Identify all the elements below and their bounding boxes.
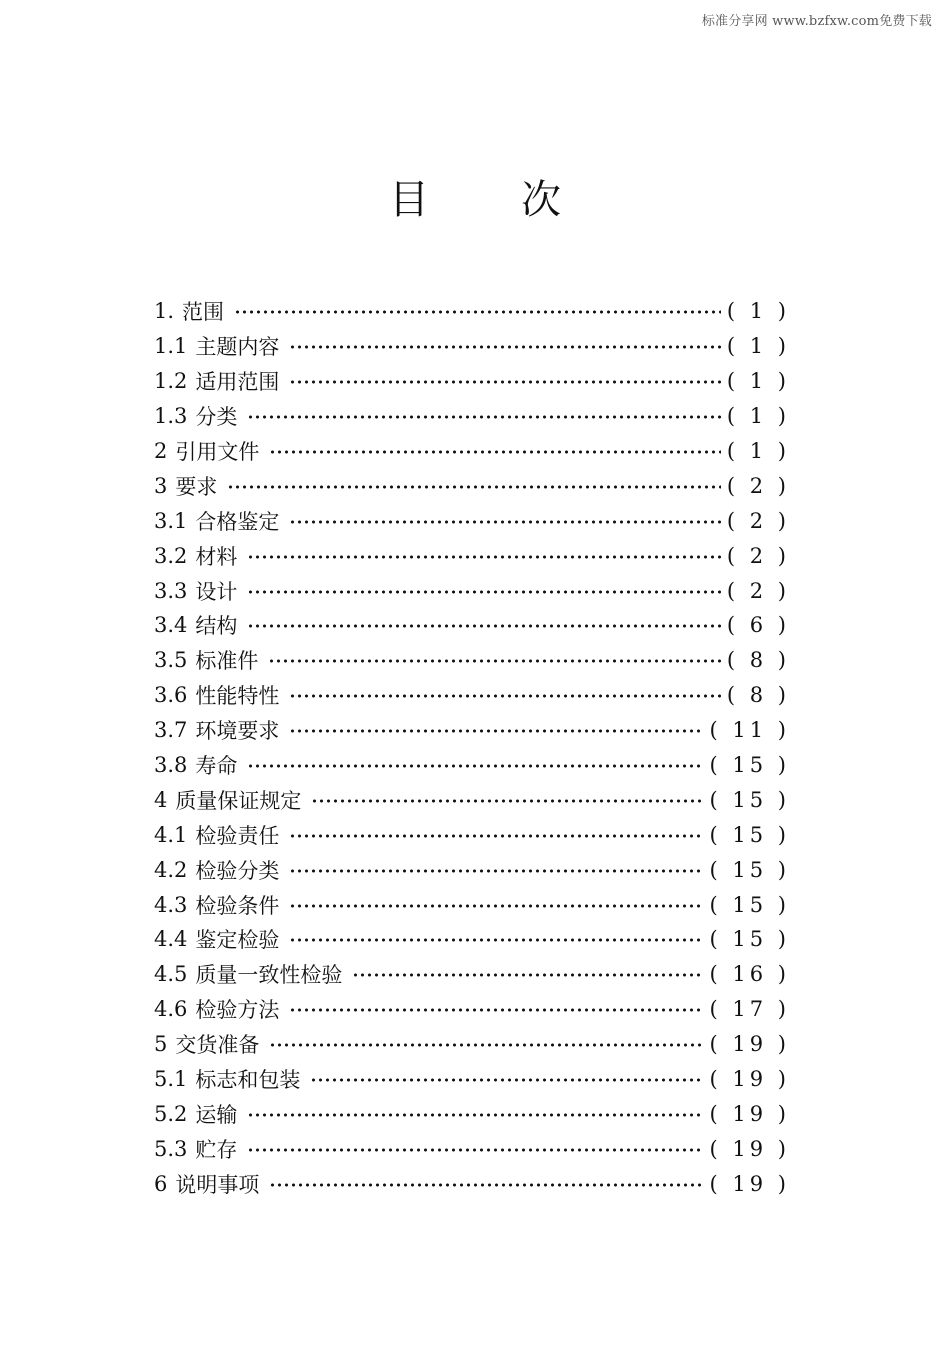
toc-entry [154, 608, 790, 643]
toc-entry [154, 294, 790, 329]
toc-entry-number: 4 [154, 787, 168, 812]
toc-entry-page: ( 19 ) [709, 1171, 790, 1196]
toc-entry-number: 3.1 [154, 508, 188, 533]
toc-dot-leader [289, 1008, 703, 1012]
toc-dot-leader [247, 624, 720, 628]
toc-dot-leader [268, 659, 720, 663]
toc-entry-title: 标准件 [195, 649, 259, 674]
toc-entry-page: ( 1 ) [726, 369, 790, 394]
toc-dot-leader [269, 1183, 703, 1187]
toc-entry-page: ( 6 ) [726, 613, 790, 638]
toc-entry-page: ( 2 ) [726, 473, 790, 498]
toc-entry-title: 标志和包装 [195, 1068, 301, 1093]
toc-dot-leader [289, 345, 720, 349]
toc-entry-page: ( 15 ) [709, 857, 790, 882]
toc-entry-number: 4.5 [154, 962, 188, 987]
toc-dot-leader [352, 973, 703, 977]
toc-entry-number: 1.1 [154, 334, 188, 359]
toc-entry [154, 852, 790, 887]
title-char-1: 目 [389, 177, 429, 223]
toc-entry-page: ( 8 ) [726, 683, 790, 708]
toc-entry-number: 4.6 [154, 997, 188, 1022]
toc-entry [154, 1131, 790, 1166]
toc-dot-leader [289, 938, 703, 942]
toc-dot-leader [289, 520, 720, 524]
toc-entry [154, 782, 790, 817]
toc-entry-page: ( 2 ) [726, 543, 790, 568]
toc-entry-page: ( 15 ) [709, 927, 790, 952]
toc-dot-leader [227, 485, 721, 489]
toc-entry [154, 468, 790, 503]
toc-dot-leader [311, 799, 703, 803]
toc-entry [154, 922, 790, 957]
toc-entry-title: 分类 [195, 405, 238, 430]
toc-entry-number: 4.3 [154, 892, 188, 917]
toc-entry-title: 合格鉴定 [195, 509, 280, 534]
toc-entry-number: 5.3 [154, 1136, 188, 1161]
toc-entry-number: 3.3 [154, 578, 188, 603]
table-of-contents [154, 294, 790, 1201]
toc-entry-page: ( 11 ) [709, 718, 790, 743]
toc-entry [154, 538, 790, 573]
toc-entry-number: 4.1 [154, 822, 188, 847]
toc-dot-leader [289, 869, 703, 873]
toc-dot-leader [247, 415, 720, 419]
toc-entry-title: 材料 [195, 544, 238, 569]
watermark-text: 标准分享网 www.bzfxw.com免费下载 [701, 14, 932, 29]
toc-entry-title: 引用文件 [175, 440, 260, 464]
toc-entry-page: ( 1 ) [726, 404, 790, 429]
toc-dot-leader [247, 555, 720, 559]
toc-entry-number: 6 [154, 1171, 168, 1196]
toc-entry [154, 643, 790, 678]
toc-entry-page: ( 19 ) [709, 1101, 790, 1126]
toc-dot-leader [269, 1043, 703, 1047]
toc-entry [154, 957, 790, 992]
toc-entry [154, 887, 790, 922]
toc-entry-number: 3.5 [154, 648, 188, 673]
toc-dot-leader [247, 1148, 703, 1152]
toc-entry-title: 交货准备 [175, 1033, 260, 1058]
toc-entry [154, 503, 790, 538]
toc-entry-number: 4.4 [154, 927, 188, 952]
toc-entry-number: 4.2 [154, 857, 188, 882]
toc-entry-title: 寿命 [195, 754, 238, 779]
toc-entry [154, 713, 790, 748]
toc-entry-title: 检验条件 [195, 893, 280, 918]
toc-entry-title: 贮存 [195, 1137, 238, 1162]
toc-entry-title: 要求 [175, 474, 218, 499]
toc-dot-leader [310, 1078, 703, 1082]
toc-entry-page: ( 19 ) [709, 1136, 790, 1161]
toc-entry-page: ( 16 ) [709, 962, 790, 987]
toc-entry-page: ( 1 ) [726, 439, 790, 463]
toc-entry-title: 结构 [195, 614, 238, 639]
toc-entry-number: 3.2 [154, 543, 188, 568]
toc-dot-leader [289, 834, 703, 838]
toc-entry-page: ( 1 ) [726, 334, 790, 359]
toc-entry-page: ( 1 ) [726, 299, 790, 324]
toc-dot-leader [289, 729, 703, 733]
toc-dot-leader [247, 764, 703, 768]
toc-entry-number: 5.1 [154, 1067, 188, 1092]
toc-entry-title: 主题内容 [195, 335, 280, 360]
toc-entry-page: ( 15 ) [709, 787, 790, 812]
toc-entry [154, 329, 790, 364]
toc-entry-title: 性能特性 [195, 684, 280, 709]
toc-entry-title: 质量一致性检验 [195, 963, 343, 988]
title-char-2: 次 [521, 177, 561, 223]
toc-entry-title: 适用范围 [195, 370, 280, 395]
toc-entry-number: 1.3 [154, 404, 188, 429]
toc-dot-leader [289, 904, 703, 908]
toc-entry-page: ( 15 ) [709, 822, 790, 847]
toc-entry-number: 1.2 [154, 369, 188, 394]
toc-entry-page: ( 8 ) [726, 648, 790, 673]
toc-dot-leader [234, 310, 721, 314]
toc-entry-page: ( 17 ) [709, 997, 790, 1022]
toc-entry-title: 鉴定检验 [195, 928, 280, 953]
toc-entry-title: 检验责任 [195, 823, 280, 848]
toc-dot-leader [247, 1113, 703, 1117]
toc-entry [154, 1027, 790, 1062]
toc-entry-number: 3.8 [154, 753, 188, 778]
toc-entry-title: 范围 [182, 300, 225, 325]
toc-entry-page: ( 15 ) [709, 753, 790, 778]
toc-entry-title: 设计 [195, 579, 238, 604]
toc-entry-number: 3.7 [154, 718, 188, 743]
toc-entry [154, 1062, 790, 1097]
toc-entry-title: 检验分类 [195, 858, 280, 883]
toc-entry-number: 3.4 [154, 613, 188, 638]
toc-entry [154, 678, 790, 713]
toc-entry [154, 1166, 790, 1201]
page-title [0, 172, 950, 228]
toc-entry [154, 573, 790, 608]
toc-entry-number: 5.2 [154, 1101, 188, 1126]
toc-entry-title: 环境要求 [195, 719, 280, 744]
toc-dot-leader [289, 694, 720, 698]
toc-dot-leader [269, 450, 721, 454]
toc-entry-title: 运输 [195, 1102, 238, 1127]
toc-entry-title: 说明事项 [175, 1172, 260, 1197]
toc-entry-number: 3.6 [154, 683, 188, 708]
toc-entry [154, 1096, 790, 1131]
toc-dot-leader [289, 380, 720, 384]
toc-entry-title: 检验方法 [195, 998, 280, 1023]
toc-dot-leader [247, 590, 720, 594]
toc-entry-page: ( 2 ) [726, 508, 790, 533]
toc-entry-number: 2 [154, 439, 168, 463]
toc-entry-number: 5 [154, 1032, 168, 1057]
toc-entry-title: 质量保证规定 [175, 788, 302, 813]
toc-entry-page: ( 19 ) [709, 1067, 790, 1092]
toc-entry-page: ( 2 ) [726, 578, 790, 603]
toc-entry-page: ( 15 ) [709, 892, 790, 917]
toc-entry [154, 748, 790, 783]
toc-entry-page: ( 19 ) [709, 1032, 790, 1057]
toc-entry-number: 1. [154, 299, 175, 324]
toc-entry [154, 364, 790, 399]
toc-entry [154, 399, 790, 434]
toc-entry [154, 434, 790, 469]
toc-entry [154, 992, 790, 1027]
toc-entry-number: 3 [154, 473, 168, 498]
toc-entry [154, 817, 790, 852]
